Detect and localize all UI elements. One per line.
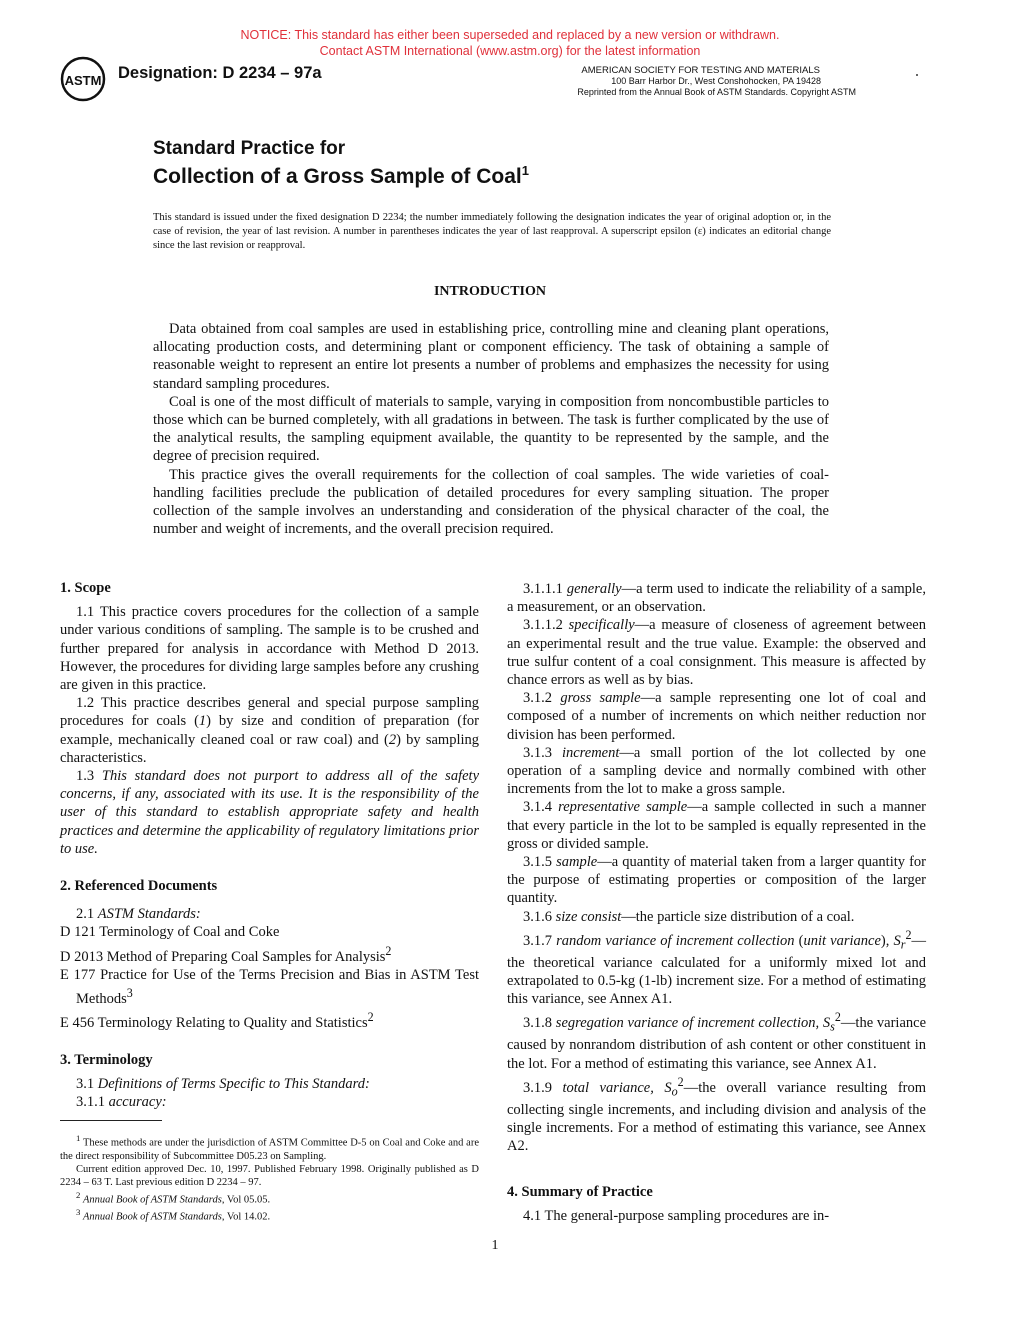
- t317-num: 3.1.7: [523, 932, 557, 949]
- s12-num-2: 2: [388, 731, 397, 748]
- term-3-1-7: [507, 926, 926, 1009]
- term-3-1-4: [507, 798, 926, 853]
- s12-part-c: ) by sampling characteristics.: [60, 731, 480, 766]
- t319-num: 3.1.9: [523, 1079, 563, 1096]
- term-3-1-5: [507, 853, 926, 908]
- fixed-designation-note: This standard is issued under the fixed designation D 2234; the number immediately following the designation indicates the year of original adoption or, in the case of revision, the year of last revision. A number in parentheses indicates the year of last reapproval. A superscript epsilon (ε) indicates an editorial change since the last revision or reapproval.: [153, 212, 831, 251]
- t318-num: 3.1.8: [523, 1015, 556, 1032]
- term-3-1-3: [507, 744, 926, 799]
- fn3-vol: , Vol 14.02.: [221, 1211, 271, 1223]
- t317-def: —the theoretical variance calculated for a uniformly mixed lot and extrapolated to 0.5-kg (1-lb) increment size. For a method of estimating this variance, see Annex A1.: [507, 932, 926, 1008]
- footnote-rule: [60, 1120, 162, 1121]
- footnote-2: [60, 1189, 479, 1207]
- scope-heading: 1. Scope: [60, 580, 111, 596]
- t317-symbol: S: [893, 932, 901, 949]
- fn3-text: Annual Book of ASTM Standards: [83, 1211, 222, 1223]
- right-column: [507, 580, 926, 1226]
- section-1-2: [60, 694, 479, 767]
- section-1-1: 1.1 This practice covers procedures for the collection of a sample under various conditions of sampling. The sample is to be crushed and further prepared for analysis in accordance with Method D 2013. However, the procedures for dividing large samples before any crushing are given in this practice.: [60, 604, 479, 694]
- t313-term: increment: [561, 744, 620, 761]
- ref-d2013-text: D 2013 Method of Preparing Coal Samples for Analysis: [60, 948, 386, 965]
- title-footnote-ref: 1: [521, 163, 529, 178]
- t318-term: segregation variance of increment collection,: [555, 1015, 820, 1032]
- reprint-notice: Reprinted from the Annual Book of ASTM Standards. Copyright ASTM: [577, 87, 856, 97]
- designation: Designation: D 2234 – 97a: [118, 64, 322, 82]
- withdrawal-notice: [0, 27, 1020, 59]
- ref-e177-text: E 177 Practice for Use of the Terms Precision and Bias in ASTM Test Methods: [60, 966, 479, 1007]
- t3112-num: 3.1.1.2: [523, 617, 569, 634]
- t319-symbol: S: [664, 1079, 672, 1096]
- footnote-1: [60, 1132, 479, 1163]
- speck: [916, 74, 918, 76]
- s21-text: ASTM Standards:: [97, 906, 201, 923]
- t319-sup: 2: [677, 1074, 684, 1089]
- section-1-3: [60, 767, 479, 858]
- term-3-1-9: [507, 1073, 926, 1156]
- t312-num: 3.1.2: [523, 690, 561, 707]
- fn2-text: Annual Book of ASTM Standards: [83, 1194, 222, 1205]
- t316-num: 3.1.6: [523, 908, 556, 925]
- t313-num: 3.1.3: [523, 744, 562, 761]
- ref-e456: [60, 1008, 479, 1032]
- page-number: 1: [491, 1238, 499, 1253]
- t319-term: total variance,: [562, 1079, 654, 1096]
- term-3-1-2: [507, 689, 926, 744]
- intro-paragraph-3: This practice gives the overall requirements for the collection of coal samples. The wide varieties of coal-handling facilities preclude the publication of detailed procedures for every sampling situation. The proper collection of the sample involves an understanding and consideration of the physical character of the coal, the number and weight of increments, and the overall precision required.: [153, 466, 829, 538]
- t314-term: representative sample: [558, 799, 688, 816]
- s13-num: 1.3: [76, 768, 102, 785]
- fn1-text: These methods are under the jurisdiction of ASTM Committee D-5 on Coal and Coke and are the direct responsibility of Subcommittee D05.23 on Sampling.: [60, 1137, 479, 1162]
- t314-num: 3.1.4: [523, 799, 559, 816]
- footnote-1-edition: Current edition approved Dec. 10, 1997. Published February 1998. Originally published as D 2234 – 63 T. Last previous edition D 2234 – 97.: [60, 1163, 479, 1188]
- t3112-def: —a measure of closeness of agreement between an experimental result and the true value. Example: the observed and true sulfur content of a coal consignment. This measure is affected by chance errors as well as by bias.: [507, 617, 926, 689]
- t317-sup: 2: [905, 927, 912, 942]
- s31-num: 3.1: [76, 1076, 98, 1093]
- terminology-heading: 3. Terminology: [60, 1051, 153, 1068]
- ref-d2013: [60, 942, 479, 966]
- left-column: [60, 579, 479, 1112]
- ref-e456-sup: 2: [367, 1009, 374, 1024]
- t3111-num: 3.1.1.1: [523, 581, 567, 597]
- t315-num: 3.1.5: [523, 854, 557, 871]
- s12-num-1: 1: [198, 713, 207, 730]
- fn3-sup: 3: [76, 1207, 81, 1217]
- t318-symbol: S: [822, 1015, 831, 1032]
- society-address: 100 Barr Harbor Dr., West Conshohocken, PA 19428: [611, 76, 821, 86]
- term-3-1-1-2: [507, 616, 926, 689]
- t3112-term: specifically: [568, 617, 635, 634]
- t319-def: —the overall variance resulting from collecting single increments, and including division and analysis of the single increments. For a method of estimating this variance, see Annex A2.: [507, 1079, 927, 1155]
- introduction: [153, 320, 829, 538]
- s21-num: 2.1: [76, 906, 98, 923]
- t316-term: size consist: [555, 908, 622, 925]
- t319-sub: o: [671, 1084, 678, 1099]
- notice-line-2: Contact ASTM International (www.astm.org) for the latest information: [319, 44, 701, 58]
- s311-text: accuracy:: [108, 1094, 167, 1111]
- t312-def: —a sample representing one lot of coal and composed of a number of increments on which neither reduction nor division has been performed.: [507, 690, 926, 743]
- ref-d2013-sup: 2: [385, 943, 392, 958]
- ref-e177: [60, 966, 479, 1008]
- section-4-1: 4.1 The general-purpose sampling procedures are in-: [523, 1208, 830, 1225]
- summary-heading: 4. Summary of Practice: [507, 1184, 653, 1201]
- referenced-heading: 2. Referenced Documents: [60, 878, 218, 895]
- t318-sup: 2: [834, 1010, 841, 1025]
- s12-part-b: ) by size and condition of preparation (for example, mechanically cleaned coal or raw coal) and (: [60, 713, 480, 748]
- t315-term: sample: [556, 854, 598, 871]
- t317-paren-open: (: [794, 932, 804, 949]
- intro-paragraph-2: Coal is one of the most difficult of materials to sample, varying in composition from noncombustible particles to those which can be burned completely, with all gradations in between. The task is further complicated by the use of the analytical results, the sampling equipment available, the quantity to be represented by the sample, and the degree of precision required.: [153, 393, 829, 465]
- section-2-1: [60, 905, 479, 923]
- astm-logo: [60, 56, 106, 102]
- title-line-2: [153, 163, 529, 189]
- t317-paren-close: ),: [880, 932, 894, 949]
- t316-def: —the particle size distribution of a coal.: [621, 908, 855, 925]
- fn2-vol: , Vol 05.05.: [221, 1194, 271, 1205]
- svg-text:ASTM: ASTM: [64, 73, 102, 88]
- society-name: AMERICAN SOCIETY FOR TESTING AND MATERIALS: [581, 65, 820, 76]
- t317-sub: r: [900, 937, 906, 952]
- t314-def: —a sample collected in such a manner that every particle in the lot to be sampled is equally represented in the gross or divided sample.: [507, 799, 927, 852]
- t315-def: —a quantity of material taken from a larger quantity for the purpose of estimating properties or composition of the larger quantity.: [507, 854, 926, 907]
- term-3-1-1-1: [507, 580, 926, 616]
- s31-text: Definitions of Terms Specific to This Standard:: [97, 1076, 370, 1093]
- s12-part-a: 1.2 This practice describes general and special purpose sampling procedures for coals (: [60, 695, 479, 730]
- section-3-1-1: [60, 1093, 479, 1111]
- t318-sub: s: [830, 1020, 835, 1035]
- ref-e177-sup: 3: [126, 985, 133, 1000]
- term-3-1-8: [507, 1008, 926, 1072]
- section-3-1: [60, 1075, 479, 1093]
- introduction-heading: INTRODUCTION: [433, 284, 546, 299]
- t3111-term: generally: [566, 581, 622, 597]
- title-text: Collection of a Gross Sample of Coal: [153, 165, 522, 188]
- notice-line-1: NOTICE: This standard has either been superseded and replaced by a new version or withdrawn.: [240, 28, 780, 42]
- footnotes: [60, 1132, 479, 1224]
- title-line-1: Standard Practice for: [153, 138, 346, 159]
- t313-def: —a small portion of the lot collected by one operation of a sampling device and normally combined with other increments from the lot to make a gross sample.: [507, 744, 926, 798]
- intro-paragraph-1: Data obtained from coal samples are used in establishing price, controlling mine and cleaning plant operations, allocating production costs, and determining plant or component efficiency. The task of obtaining a sample of reasonable weight to represent an entire lot presents a number of problems and emphasizes the necessity for using standard sampling procedures.: [153, 321, 829, 392]
- term-3-1-6: [507, 908, 926, 926]
- fn2-sup: 2: [76, 1189, 81, 1200]
- s13-text: This standard does not purport to address all of the safety concerns, if any, associated with its use. It is the responsibility of the user of this standard to establish appropriate safety and health practices and determine the applicability of regulatory limitations prior to use.: [60, 768, 480, 857]
- fn1-sup: 1: [76, 1133, 81, 1143]
- t318-def: —the variance caused by nonrandom distribution of ash content or other constituent in the lot. For a method of estimating this variance, see Annex A1.: [507, 1015, 927, 1072]
- ref-d121: D 121 Terminology of Coal and Coke: [60, 924, 280, 941]
- s311-num: 3.1.1: [76, 1094, 109, 1111]
- ref-e456-text: E 456 Terminology Relating to Quality and Statistics: [60, 1014, 368, 1031]
- t3111-def: —a term used to indicate the reliability of a sample, a measurement, or an observation.: [507, 581, 926, 616]
- t317-term2: unit variance: [803, 932, 881, 949]
- t312-term: gross sample: [560, 690, 641, 707]
- footnote-3: [60, 1206, 479, 1224]
- t317-term: random variance of increment collection: [556, 932, 795, 949]
